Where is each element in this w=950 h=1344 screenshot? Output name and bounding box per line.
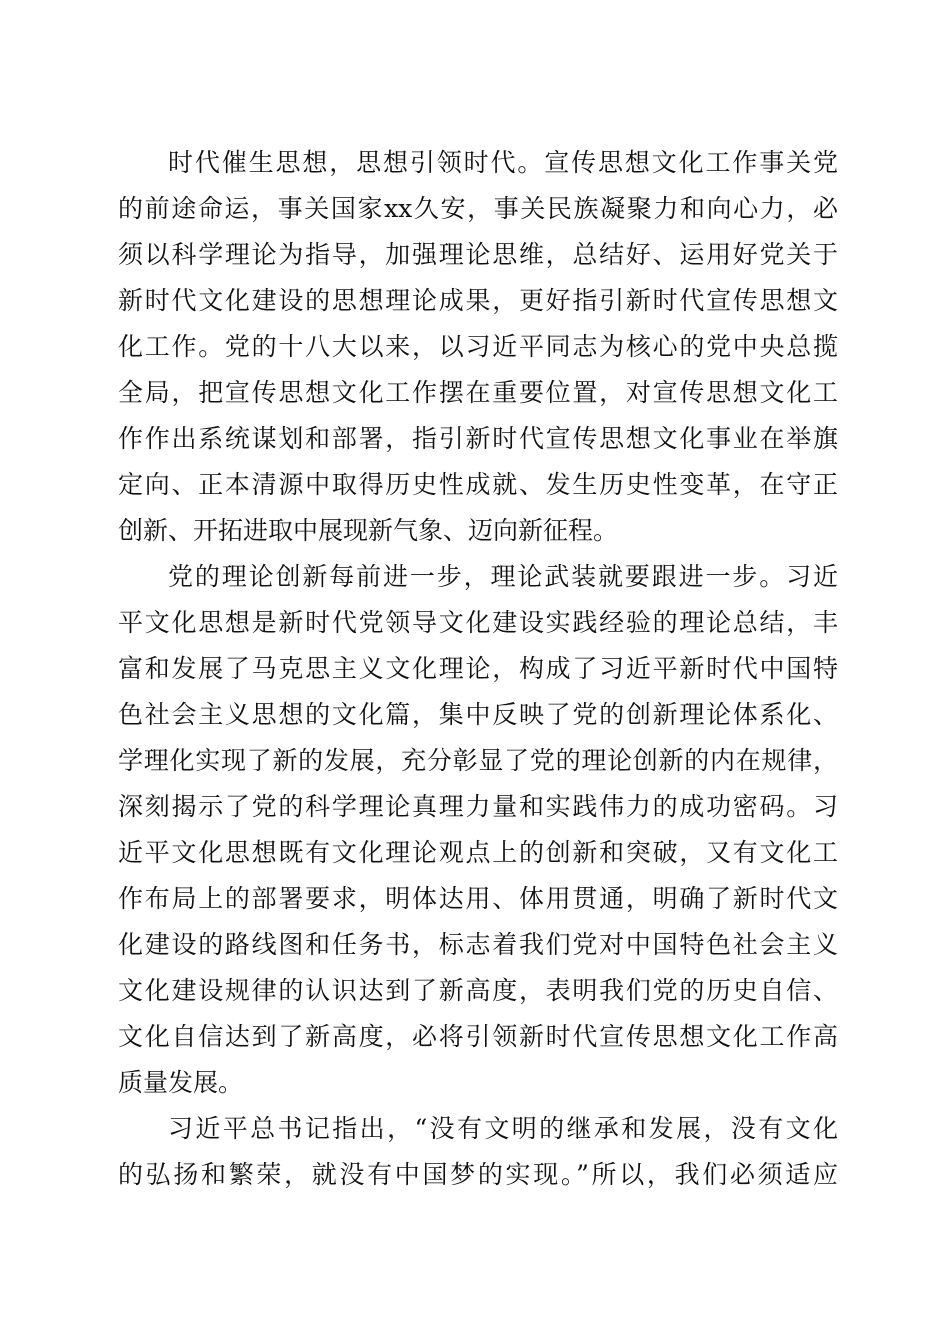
text-line: 学理化实现了新的发展，充分彰显了党的理论创新的内在规律， <box>118 746 838 775</box>
text-line: 全局，把宣传思想文化工作摆在重要位置，对宣传思想文化工 <box>118 378 838 407</box>
text-line: 化建设的路线图和任务书，标志着我们党对中国特色社会主义 <box>118 930 838 959</box>
text-line: 化工作。党的十八大以来，以习近平同志为核心的党中央总揽 <box>118 332 838 361</box>
text-line: 创新、开拓进取中展现新气象、迈向新征程。 <box>118 516 619 545</box>
paragraph-3 <box>118 1106 838 1198</box>
text-line: 须以科学理论为指导，加强理论思维，总结好、运用好党关于 <box>118 240 838 269</box>
text-line: 作布局上的部署要求，明体达用、体用贯通，明确了新时代文 <box>118 884 838 913</box>
text-line: 定向、正本清源中取得历史性成就、发生历史性变革，在守正 <box>118 470 838 499</box>
document-body <box>118 140 838 1198</box>
text-line: 文化自信达到了新高度，必将引领新时代宣传思想文化工作高 <box>118 1022 838 1051</box>
text-line: 党的理论创新每前进一步，理论武装就要跟进一步。习近 <box>168 562 838 591</box>
text-line: 平文化思想是新时代党领导文化建设实践经验的理论总结，丰 <box>118 608 838 637</box>
text-line: 的前途命运，事关国家xx久安，事关民族凝聚力和向心力，必 <box>118 194 838 223</box>
text-line: 时代催生思想，思想引领时代。宣传思想文化工作事关党 <box>168 148 838 177</box>
paragraph-2 <box>118 554 838 1106</box>
text-line: 色社会主义思想的文化篇，集中反映了党的创新理论体系化、 <box>118 700 838 729</box>
text-line: 作作出系统谋划和部署，指引新时代宣传思想文化事业在举旗 <box>118 424 838 453</box>
text-line: 质量发展。 <box>118 1068 244 1097</box>
text-line: 富和发展了马克思主义文化理论，构成了习近平新时代中国特 <box>118 654 838 683</box>
paragraph-1 <box>118 140 838 554</box>
text-line: 新时代文化建设的思想理论成果，更好指引新时代宣传思想文 <box>118 286 838 315</box>
text-line: 文化建设规律的认识达到了新高度，表明我们党的历史自信、 <box>118 976 838 1005</box>
text-line: 习近平总书记指出，“没有文明的继承和发展，没有文化 <box>168 1114 838 1143</box>
text-line: 近平文化思想既有文化理论观点上的创新和突破，又有文化工 <box>118 838 838 867</box>
text-line: 的弘扬和繁荣，就没有中国梦的实现。”所以，我们必须适应 <box>118 1160 838 1189</box>
text-line: 深刻揭示了党的科学理论真理力量和实践伟力的成功密码。习 <box>118 792 838 821</box>
